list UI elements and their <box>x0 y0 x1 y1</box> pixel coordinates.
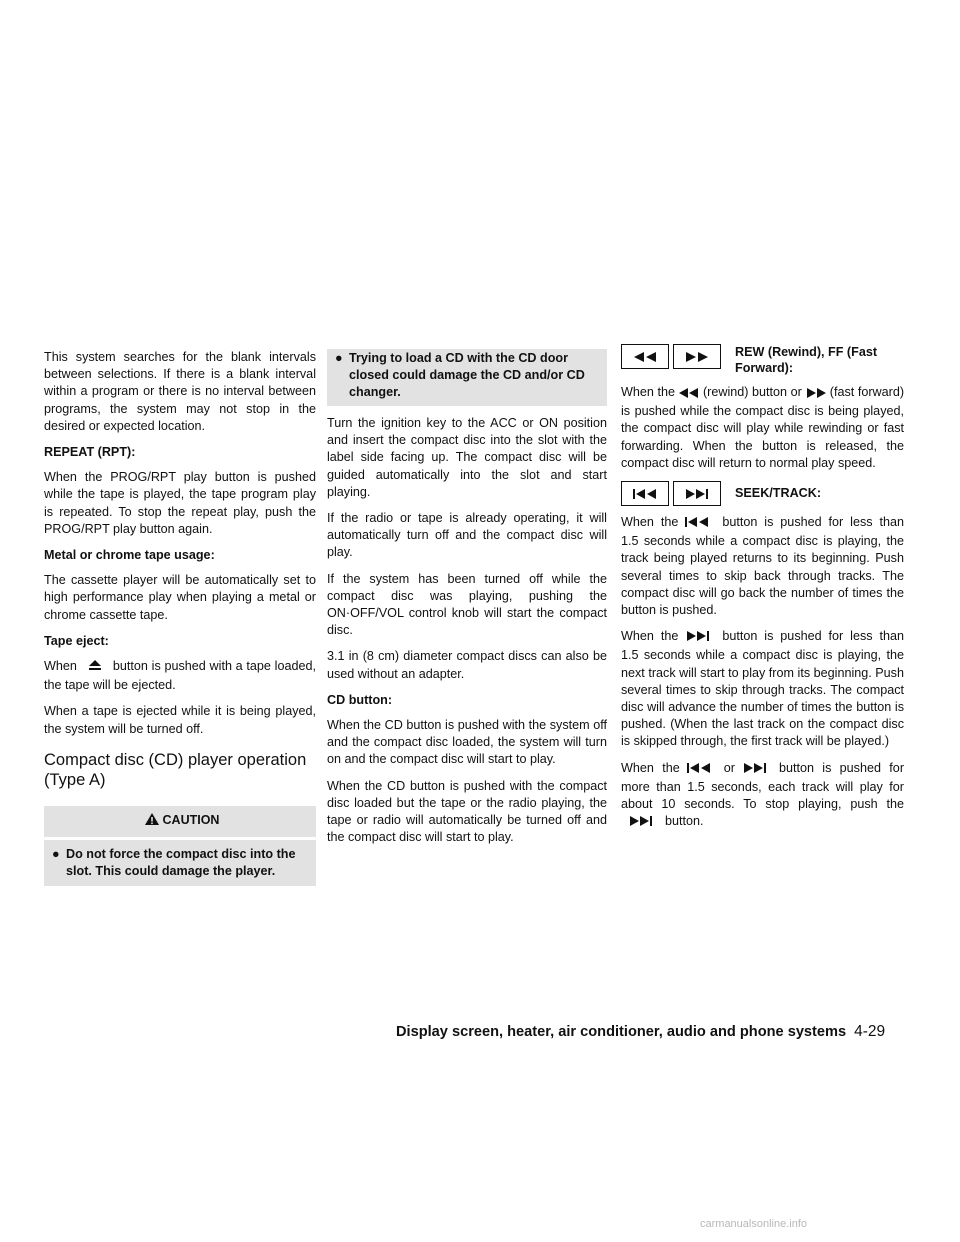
paragraph: Turn the ignition key to the ACC or ON position and insert the compact disc into the slot with the label side facing up. The compact disc will be guided automatically into the slot and start playing. <box>327 416 607 499</box>
caution-box <box>44 806 316 886</box>
paragraph: When a tape is ejected while it is being played, the system will be turned off. <box>44 704 316 736</box>
caution-bullet: ● Do not force the compact disc into the slot. This could damage the player. <box>52 847 296 879</box>
paragraph: The cassette player will be automatically set to high performance play when playing a metal or chrome cassette tape. <box>44 573 316 622</box>
warning-icon <box>144 812 160 831</box>
paragraph: 3.1 in (8 cm) diameter compact discs can also be used without an adapter. <box>327 649 607 681</box>
paragraph-seek-forward: When the button is pushed for less than 1.5 seconds while a compact disc is playing, the next track will start to play from its beginning. Push several times to skip through tracks. The compact disc will advance the number of times the button is pushed. (When the last track on the compact disc is skipped through, the first track will be played.) <box>621 629 905 749</box>
rew-ff-label: REW (Rewind), FF (Fast Forward): <box>735 345 878 375</box>
fast-forward-icon <box>805 386 827 403</box>
page-footer <box>396 1023 885 1041</box>
paragraph: This system searches for the blank intervals between selections. If there is a blank interval within a program or there is no interval between programs, the system may not stop in the desired or expected location. <box>44 350 316 433</box>
bullet-icon: ● <box>52 847 60 862</box>
paragraph-eject: When button is pushed with a tape loaded, the tape will be ejected. <box>44 659 316 693</box>
seek-forward-icon <box>624 815 662 832</box>
bullet-icon: ● <box>335 351 343 365</box>
subheading-metal-tape: Metal or chrome tape usage: <box>44 548 215 563</box>
caution-bullet: ● Trying to load a CD with the CD door closed could damage the CD and/or CD changer. <box>335 351 585 399</box>
seek-back-icon <box>681 516 719 533</box>
subheading-tape-eject: Tape eject: <box>44 633 109 648</box>
rewind-key-icon <box>621 344 669 369</box>
column-right <box>621 344 904 841</box>
watermark: carmanualsonline.info <box>700 1218 808 1230</box>
paragraph: When the CD button is pushed with the compact disc loaded but the tape or the radio playing, the tape or radio will automatically be turned off and the compact disc will start to play. <box>327 778 607 845</box>
paragraph: When the CD button is pushed with the system off and the compact disc loaded, the system will turn on and the compact disc will start to play. <box>327 718 607 767</box>
rew-ff-heading <box>621 344 904 376</box>
seek-track-heading <box>621 481 904 506</box>
paragraph: If the radio or tape is already operating, it will automatically turn off and the compact disc will play. <box>327 511 607 560</box>
paragraph-rew-ff: When the (rewind) button or (fast forward) is pushed while the compact disc is being played, the compact disc will play while rewinding or fast forwarding. When the button is released, the compact disc will return to normal play speed. <box>621 385 905 470</box>
seek-forward-icon <box>738 762 776 779</box>
seek-track-label: SEEK/TRACK: <box>735 486 822 501</box>
seek-back-icon <box>683 762 721 779</box>
subheading-cd-button: CD button: <box>327 692 393 707</box>
footer-title: Display screen, heater, air conditioner, audio and phone systems <box>396 1024 847 1040</box>
column-left <box>44 349 316 886</box>
paragraph: When the PROG/RPT play button is pushed while the tape is played, the tape program play is repeated. To stop the repeat play, push the PROG/RPT play button again. <box>44 470 316 536</box>
caution-box-continued <box>327 349 607 406</box>
column-middle <box>327 349 607 855</box>
page-number: 4-29 <box>854 1023 886 1040</box>
seek-forward-key-icon <box>673 481 721 506</box>
eject-icon <box>80 659 110 677</box>
caution-header: CAUTION <box>44 806 316 840</box>
seek-back-key-icon <box>621 481 669 506</box>
rewind-icon <box>678 386 700 403</box>
paragraph-seek-back: When the button is pushed for less than 1.5 seconds while a compact disc is playing, the track being played returns to its beginning. Push several times to skip back through tracks. The compact disc will go back the number of times the button is pushed. <box>621 515 905 618</box>
seek-forward-icon <box>681 630 719 647</box>
paragraph-seek-hold: When the or button is pushed for more than 1.5 seconds, each track will play for about 10 seconds. To stop playing, push thebutton. <box>621 760 904 833</box>
fast-forward-key-icon <box>673 344 721 369</box>
paragraph: If the system has been turned off while the compact disc was playing, pushing the ON·OFF/VOL control knob will start the compact disc. <box>327 571 607 638</box>
subheading-repeat: REPEAT (RPT): <box>44 445 136 460</box>
section-title: Compact disc (CD) player operation (Type A) <box>44 750 307 789</box>
